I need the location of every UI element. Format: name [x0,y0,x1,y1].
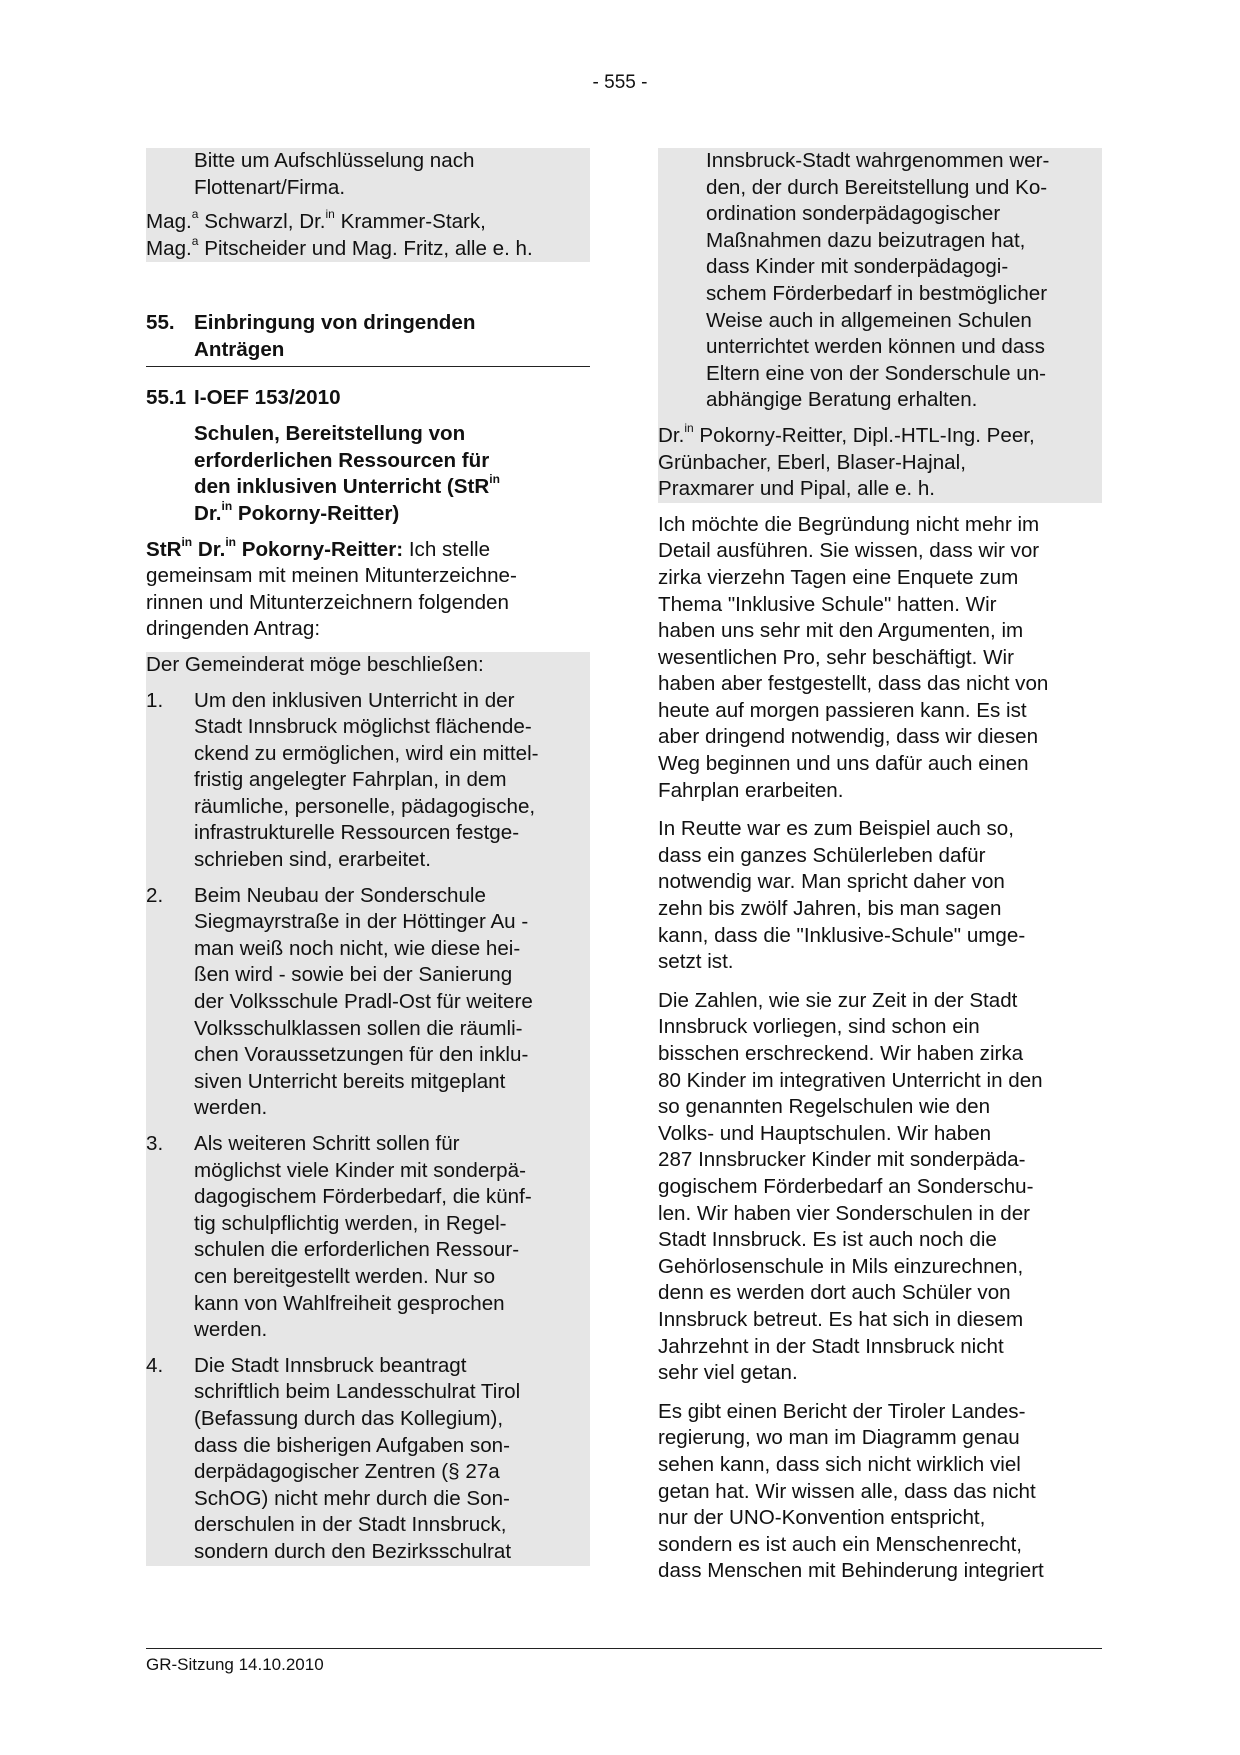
signers-line: Praxmarer und Pipal, alle e. h. [658,477,936,501]
text-line: Innsbruck-Stadt wahrgenommen wer- [706,149,1050,172]
paragraph-1 [658,512,1102,805]
text-line: Innsbruck betreut. Es hat sich in diesem [658,1307,1024,1331]
text-line: siven Unterricht bereits mitgeplant [194,1069,506,1093]
text-line: den inklusiven Unterricht (StR$^{in}$ [194,472,500,499]
text-line: Thema "Inklusive Schule" hatten. Wir [658,592,997,616]
text-line: Fahrplan erarbeiten. [658,778,844,802]
heading-number: 55. [146,311,175,335]
speaker-name: StR$^{in}$ Dr.$^{in}$ Pokorny-Reitter: [146,534,404,561]
paragraph-4 [658,1399,1102,1585]
text-line: nur der UNO-Konvention entspricht, [658,1506,986,1530]
text-line: setzt ist. [658,950,734,974]
text-line: den, der durch Bereitstellung und Ko- [706,175,1048,199]
motion-box [146,652,590,1566]
text-line: schem Förderbedarf in bestmöglicher [706,281,1048,305]
text-line: StR$^{in}$ Dr.$^{in}$ Pokorny-Reitter: Ich stelle [146,534,491,561]
text-line: Jahrzehnt in der Stadt Innsbruck nicht [658,1334,1004,1358]
text-line: möglichst viele Kinder mit sonderpä- [194,1158,526,1182]
text-line: SchOG) nicht mehr durch die Son- [194,1486,510,1510]
text-line: Volksschulklassen sollen die räumli- [194,1016,523,1040]
heading-55-1 [146,385,590,412]
text-line: wesentlichen Pro, sehr beschäftigt. Wir [658,645,1014,669]
text-line: erforderlichen Ressourcen für [194,448,490,472]
text-line: denn es werden dort auch Schüler von [658,1281,1011,1305]
text-line: Volks- und Hauptschulen. Wir haben [658,1121,992,1145]
text-line: haben uns sehr mit den Argumenten, im [658,619,1024,643]
text-line: getan hat. Wir wissen alle, dass das nicht [658,1479,1036,1503]
text-line: Ich möchte die Begründung nicht mehr im [658,512,1040,536]
text-line: Weg beginnen und uns dafür auch einen [658,752,1029,776]
text-line: Schulen, Bereitstellung von [194,422,466,446]
text-line: so genannten Regelschulen wie den [658,1095,991,1119]
footer-text: GR-Sitzung 14.10.2010 [146,1655,324,1674]
text-line: 287 Innsbrucker Kinder mit sonderpäda- [658,1148,1026,1172]
text-line: gemeinsam mit meinen Mitunterzeichne- [146,564,517,588]
item-number: 2. [146,883,164,907]
request-tail [146,148,590,262]
text-line: (Befassung durch das Kollegium), [194,1406,504,1430]
motion-item-4 [146,1353,590,1566]
text-line: len. Wir haben vier Sonderschulen in der [658,1201,1031,1225]
text-line: sehen kann, dass sich nicht wirklich viel [658,1452,1021,1476]
text-line: chen Voraussetzungen für den inklu- [194,1043,529,1067]
text-line: derpädagogischer Zentren (§ 27a [194,1460,500,1484]
text-line: Eltern eine von der Sonderschule un- [706,361,1047,385]
text-line: dass Menschen mit Behinderung integriert [658,1559,1044,1583]
text-line: dass Kinder mit sonderpädagogi- [706,255,1009,279]
left-column [146,148,590,1566]
text-line: Detail ausführen. Sie wissen, dass wir vor [658,539,1040,563]
text-line: Es gibt einen Bericht der Tiroler Landes- [658,1399,1026,1423]
text-line: werden. [194,1318,268,1342]
heading-number: 55.1 [146,385,187,409]
text-line: Innsbruck vorliegen, sind schon ein [658,1015,980,1039]
text-line: Beim Neubau der Sonderschule [194,883,486,907]
text-line: abhängige Beratung erhalten. [706,388,978,412]
text-line: heute auf morgen passieren kann. Es ist [658,698,1027,722]
motion-item-3 [146,1131,590,1344]
text-line: unterrichtet werden können und dass [706,335,1045,359]
text-line: Siegmayrstraße in der Höttinger Au - [194,910,529,934]
heading-text: Anträgen [194,337,285,361]
text-line: tig schulpflichtig werden, in Regel- [194,1211,507,1235]
text-line: 80 Kinder im integrativen Unterricht in den [658,1068,1043,1092]
text-line: Die Stadt Innsbruck beantragt [194,1353,467,1377]
text-line: fristig angelegter Fahrplan, in dem [194,768,507,792]
text-line: werden. [194,1096,268,1120]
text-line: sondern es ist auch ein Menschenrecht, [658,1532,1023,1556]
text-line: schulen die erforderlichen Ressour- [194,1238,520,1262]
text-line: der Volksschule Pradl-Ost für weitere [194,990,533,1014]
signers-line: Mag.$^a$ Pitscheider und Mag. Fritz, alle e. h. [146,233,533,260]
text-line: Stadt Innsbruck möglichst flächende- [194,715,532,739]
text-line: zehn bis zwölf Jahren, bis man sagen [658,897,1002,921]
text-line: sondern durch den Bezirksschulrat [194,1539,512,1563]
motion-box-continued [658,148,1102,503]
paragraph-2 [658,816,1102,976]
text-line: Maßnahmen dazu beizutragen hat, [706,228,1026,252]
motion-intro: Der Gemeinderat möge beschließen: [146,652,484,676]
heading-55 [146,310,590,366]
text-line: cen bereitgestellt werden. Nur so [194,1264,496,1288]
page-number: - 555 - [592,72,648,93]
text-line: Als weiteren Schritt sollen für [194,1132,460,1155]
paragraph-3 [658,988,1102,1387]
text-line: schrieben sind, erarbeitet. [194,848,431,872]
text-line: kann von Wahlfreiheit gesprochen [194,1291,505,1315]
text-line: infrastrukturelle Ressourcen festge- [194,821,520,845]
text-line: gogischem Förderbedarf an Sonderschu- [658,1174,1034,1198]
speech-intro [146,534,590,643]
motion-item-2 [146,883,590,1122]
text-line: Flottenart/Firma. [194,175,346,199]
text-line: dass ein ganzes Schülerleben dafür [658,843,986,867]
text-line: zirka vierzehn Tagen eine Enquete zum [658,565,1019,589]
text-line: haben aber festgestellt, dass das nicht von [658,672,1049,696]
text-line: regierung, wo man im Diagramm genau [658,1426,1020,1450]
text-line: In Reutte war es zum Beispiel auch so, [658,817,1014,841]
signers-line: Dr.$^{in}$ Pokorny-Reitter, Dipl.-HTL-Ing. Peer, [658,421,1035,447]
item-number: 4. [146,1353,164,1377]
right-column [658,148,1102,1585]
text-line: notwendig war. Man spricht daher von [658,870,1005,894]
text-line: ckend zu ermöglichen, wird ein mittel- [194,741,539,765]
text-line: schriftlich beim Landesschulrat Tirol [194,1380,521,1404]
text-line: ßen wird - sowie bei der Sanierung [194,963,513,987]
text-line: Die Zahlen, wie sie zur Zeit in der Stadt [658,988,1018,1012]
signers-line: Grünbacher, Eberl, Blaser-Hajnal, [658,450,966,474]
heading-ref: I-OEF 153/2010 [194,385,341,409]
text-line: Um den inklusiven Unterricht in der [194,688,515,712]
text-line: man weiß noch nicht, wie diese hei- [194,936,521,960]
text-line: bisschen erschreckend. Wir haben zirka [658,1042,1024,1065]
text-line: Weise auch in allgemeinen Schulen [706,308,1032,332]
text-line: Stadt Innsbruck. Es ist auch noch die [658,1228,997,1252]
item-number: 1. [146,688,164,712]
heading-text: Einbringung von dringenden [194,311,476,335]
text-line: dass die bisherigen Aufgaben son- [194,1433,510,1457]
text-line: dringenden Antrag: [146,617,321,641]
text-line: derschulen in der Stadt Innsbruck, [194,1513,507,1537]
text-line: sehr viel getan. [658,1361,798,1385]
text-line: aber dringend notwendig, dass wir diesen [658,725,1039,749]
text-line: Dr.$^{in}$ Pokorny-Reitter) [194,499,400,525]
text-line: räumliche, personelle, pädagogische, [194,794,536,818]
text-line: Bitte um Aufschlüsselung nach [194,149,475,172]
text-line: ordination sonderpädagogischer [706,202,1001,226]
text-line: rinnen und Mitunterzeichnern folgenden [146,590,509,614]
item-number: 3. [146,1132,164,1155]
signers-line: Mag.$^a$ Schwarzl, Dr.$^{in}$ Krammer-Stark, [146,207,486,234]
text-line: Gehörlosenschule in Mils einzurechnen, [658,1254,1024,1278]
subheading [146,421,590,527]
motion-item-1 [146,688,590,874]
text-line: kann, dass die "Inklusive-Schule" umge- [658,923,1026,947]
footer-rule [146,1648,1102,1649]
text-line: dagogischem Förderbedarf, die künf- [194,1185,532,1209]
